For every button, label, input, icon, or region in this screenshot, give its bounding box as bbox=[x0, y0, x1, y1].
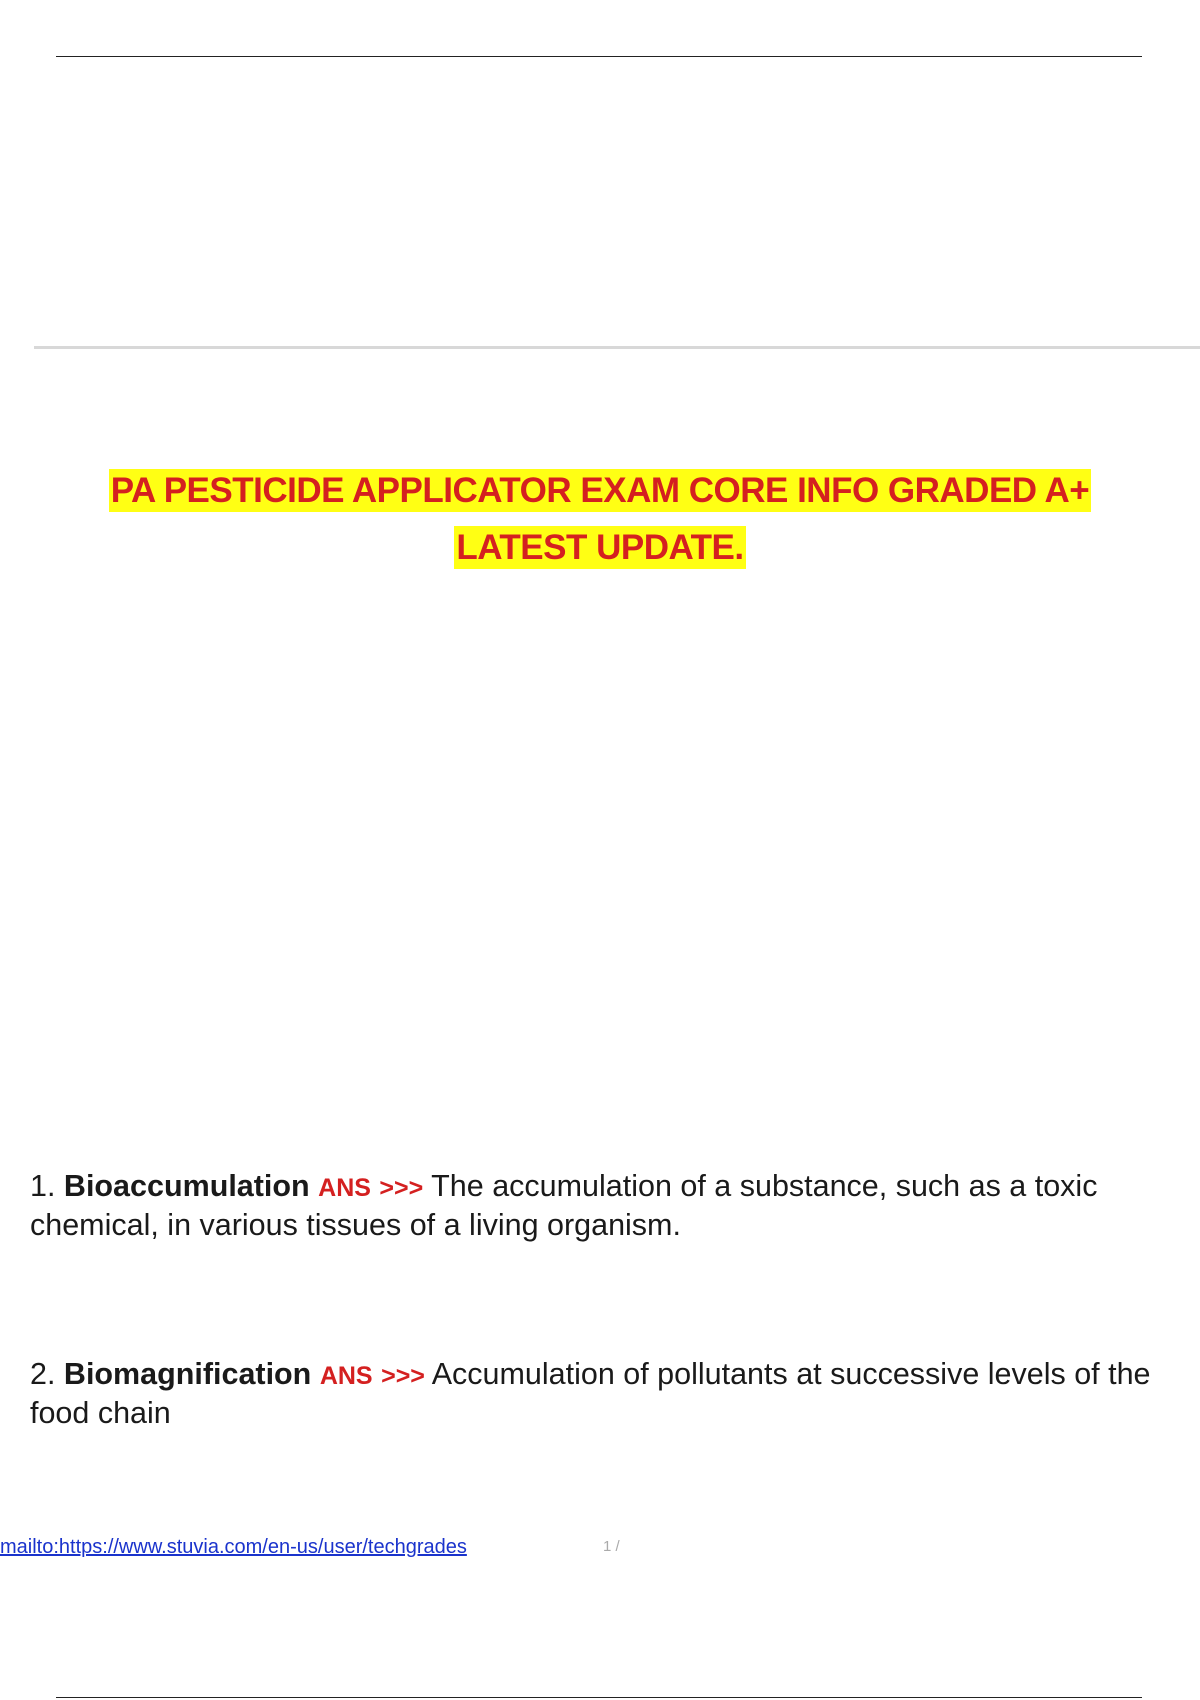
answer-text: Accumulation of pollutants at successive levels of the food chain bbox=[30, 1357, 1151, 1430]
answer-label: ANS bbox=[319, 1362, 373, 1390]
question-item bbox=[30, 1356, 1170, 1432]
page-number: 1 / bbox=[603, 1538, 620, 1555]
top-divider bbox=[56, 56, 1142, 57]
answer-arrow: >>> bbox=[381, 1362, 425, 1390]
document-title bbox=[40, 462, 1160, 576]
title-line-1: PA PESTICIDE APPLICATOR EXAM CORE INFO GRADED A+ bbox=[110, 471, 1090, 510]
answer-text: The accumulation of a substance, such as a toxic chemical, in various tissues of a living organism. bbox=[30, 1169, 1098, 1242]
bottom-divider bbox=[56, 1697, 1142, 1698]
answer-arrow: >>> bbox=[379, 1174, 424, 1202]
section-divider bbox=[34, 346, 1200, 349]
question-number: 1. bbox=[30, 1169, 56, 1203]
question-item bbox=[30, 1168, 1170, 1244]
question-term: Biomagnification bbox=[63, 1357, 312, 1391]
answer-label: ANS bbox=[318, 1174, 371, 1202]
title-line-2: LATEST UPDATE. bbox=[456, 528, 744, 567]
question-number: 2. bbox=[30, 1357, 56, 1391]
question-term: Bioaccumulation bbox=[63, 1169, 310, 1203]
footer-link[interactable]: mailto:https://www.stuvia.com/en-us/user/techgrades bbox=[0, 1536, 467, 1558]
